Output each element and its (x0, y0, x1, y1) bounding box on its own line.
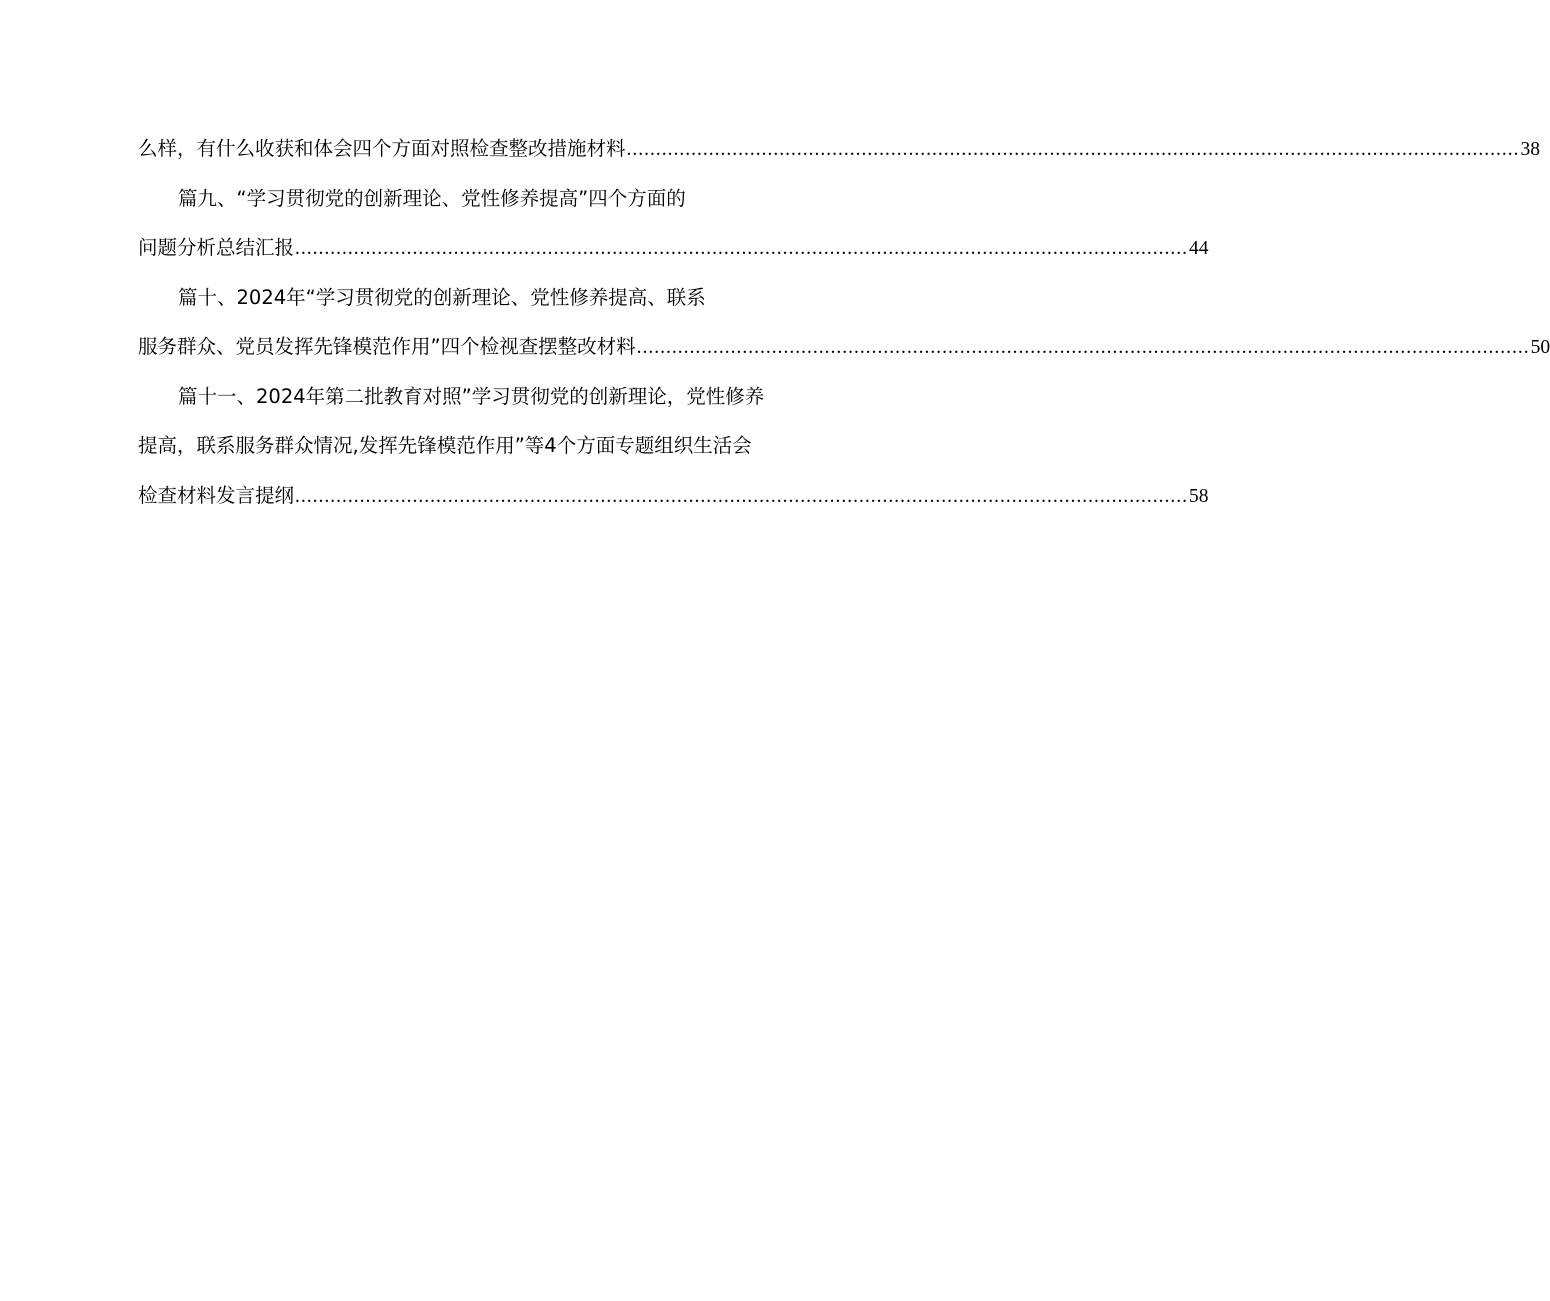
toc-entry-line[interactable] (138, 277, 788, 327)
toc-page-number: 38 (1520, 139, 1541, 160)
toc-entry-line[interactable] (138, 178, 788, 228)
toc-entry-text: 提高，联系服务群众情况,发挥先锋模范作用”等4个方面专题组织生活会 (138, 434, 752, 457)
toc-entry-line[interactable] (138, 128, 1541, 178)
toc-entry-text: 服务群众、党员发挥先锋模范作用”四个检视查摆整改材料 (138, 335, 636, 358)
toc-entry-text: 问题分析总结汇报 (138, 236, 295, 259)
toc-entry-line[interactable] (138, 227, 1209, 277)
toc-entry-text: 篇十、2024年“学习贯彻党的创新理论、党性修养提高、联系 (178, 285, 706, 309)
toc-page-number: 50 (1530, 337, 1550, 358)
toc-entry-line[interactable] (138, 425, 788, 475)
toc-entry-line[interactable] (138, 475, 1209, 525)
dot-leader: ........................................................................................................................................................ (636, 337, 1530, 358)
toc-page-number: 58 (1189, 485, 1209, 507)
dot-leader: ........................................................................................................................................................ (295, 238, 1189, 259)
table-of-contents (138, 128, 1550, 524)
toc-page-number: 44 (1189, 238, 1209, 259)
toc-entry-line[interactable] (138, 326, 1550, 376)
toc-entry-line[interactable] (138, 376, 788, 426)
toc-entry-text: 篇十一、2024年第二批教育对照”学习贯彻党的创新理论，党性修养 (178, 384, 765, 408)
toc-entry-text: 篇九、“学习贯彻党的创新理论、党性修养提高”四个方面的 (178, 186, 686, 210)
toc-entry-text: 么样，有什么收获和体会四个方面对照检查整改措施材料 (138, 137, 626, 160)
toc-entry-text: 检查材料发言提纲 (138, 483, 295, 507)
dot-leader: ........................................................................................................................................................ (626, 139, 1520, 160)
dot-leader: ........................................................................................................................................................ (295, 485, 1189, 507)
